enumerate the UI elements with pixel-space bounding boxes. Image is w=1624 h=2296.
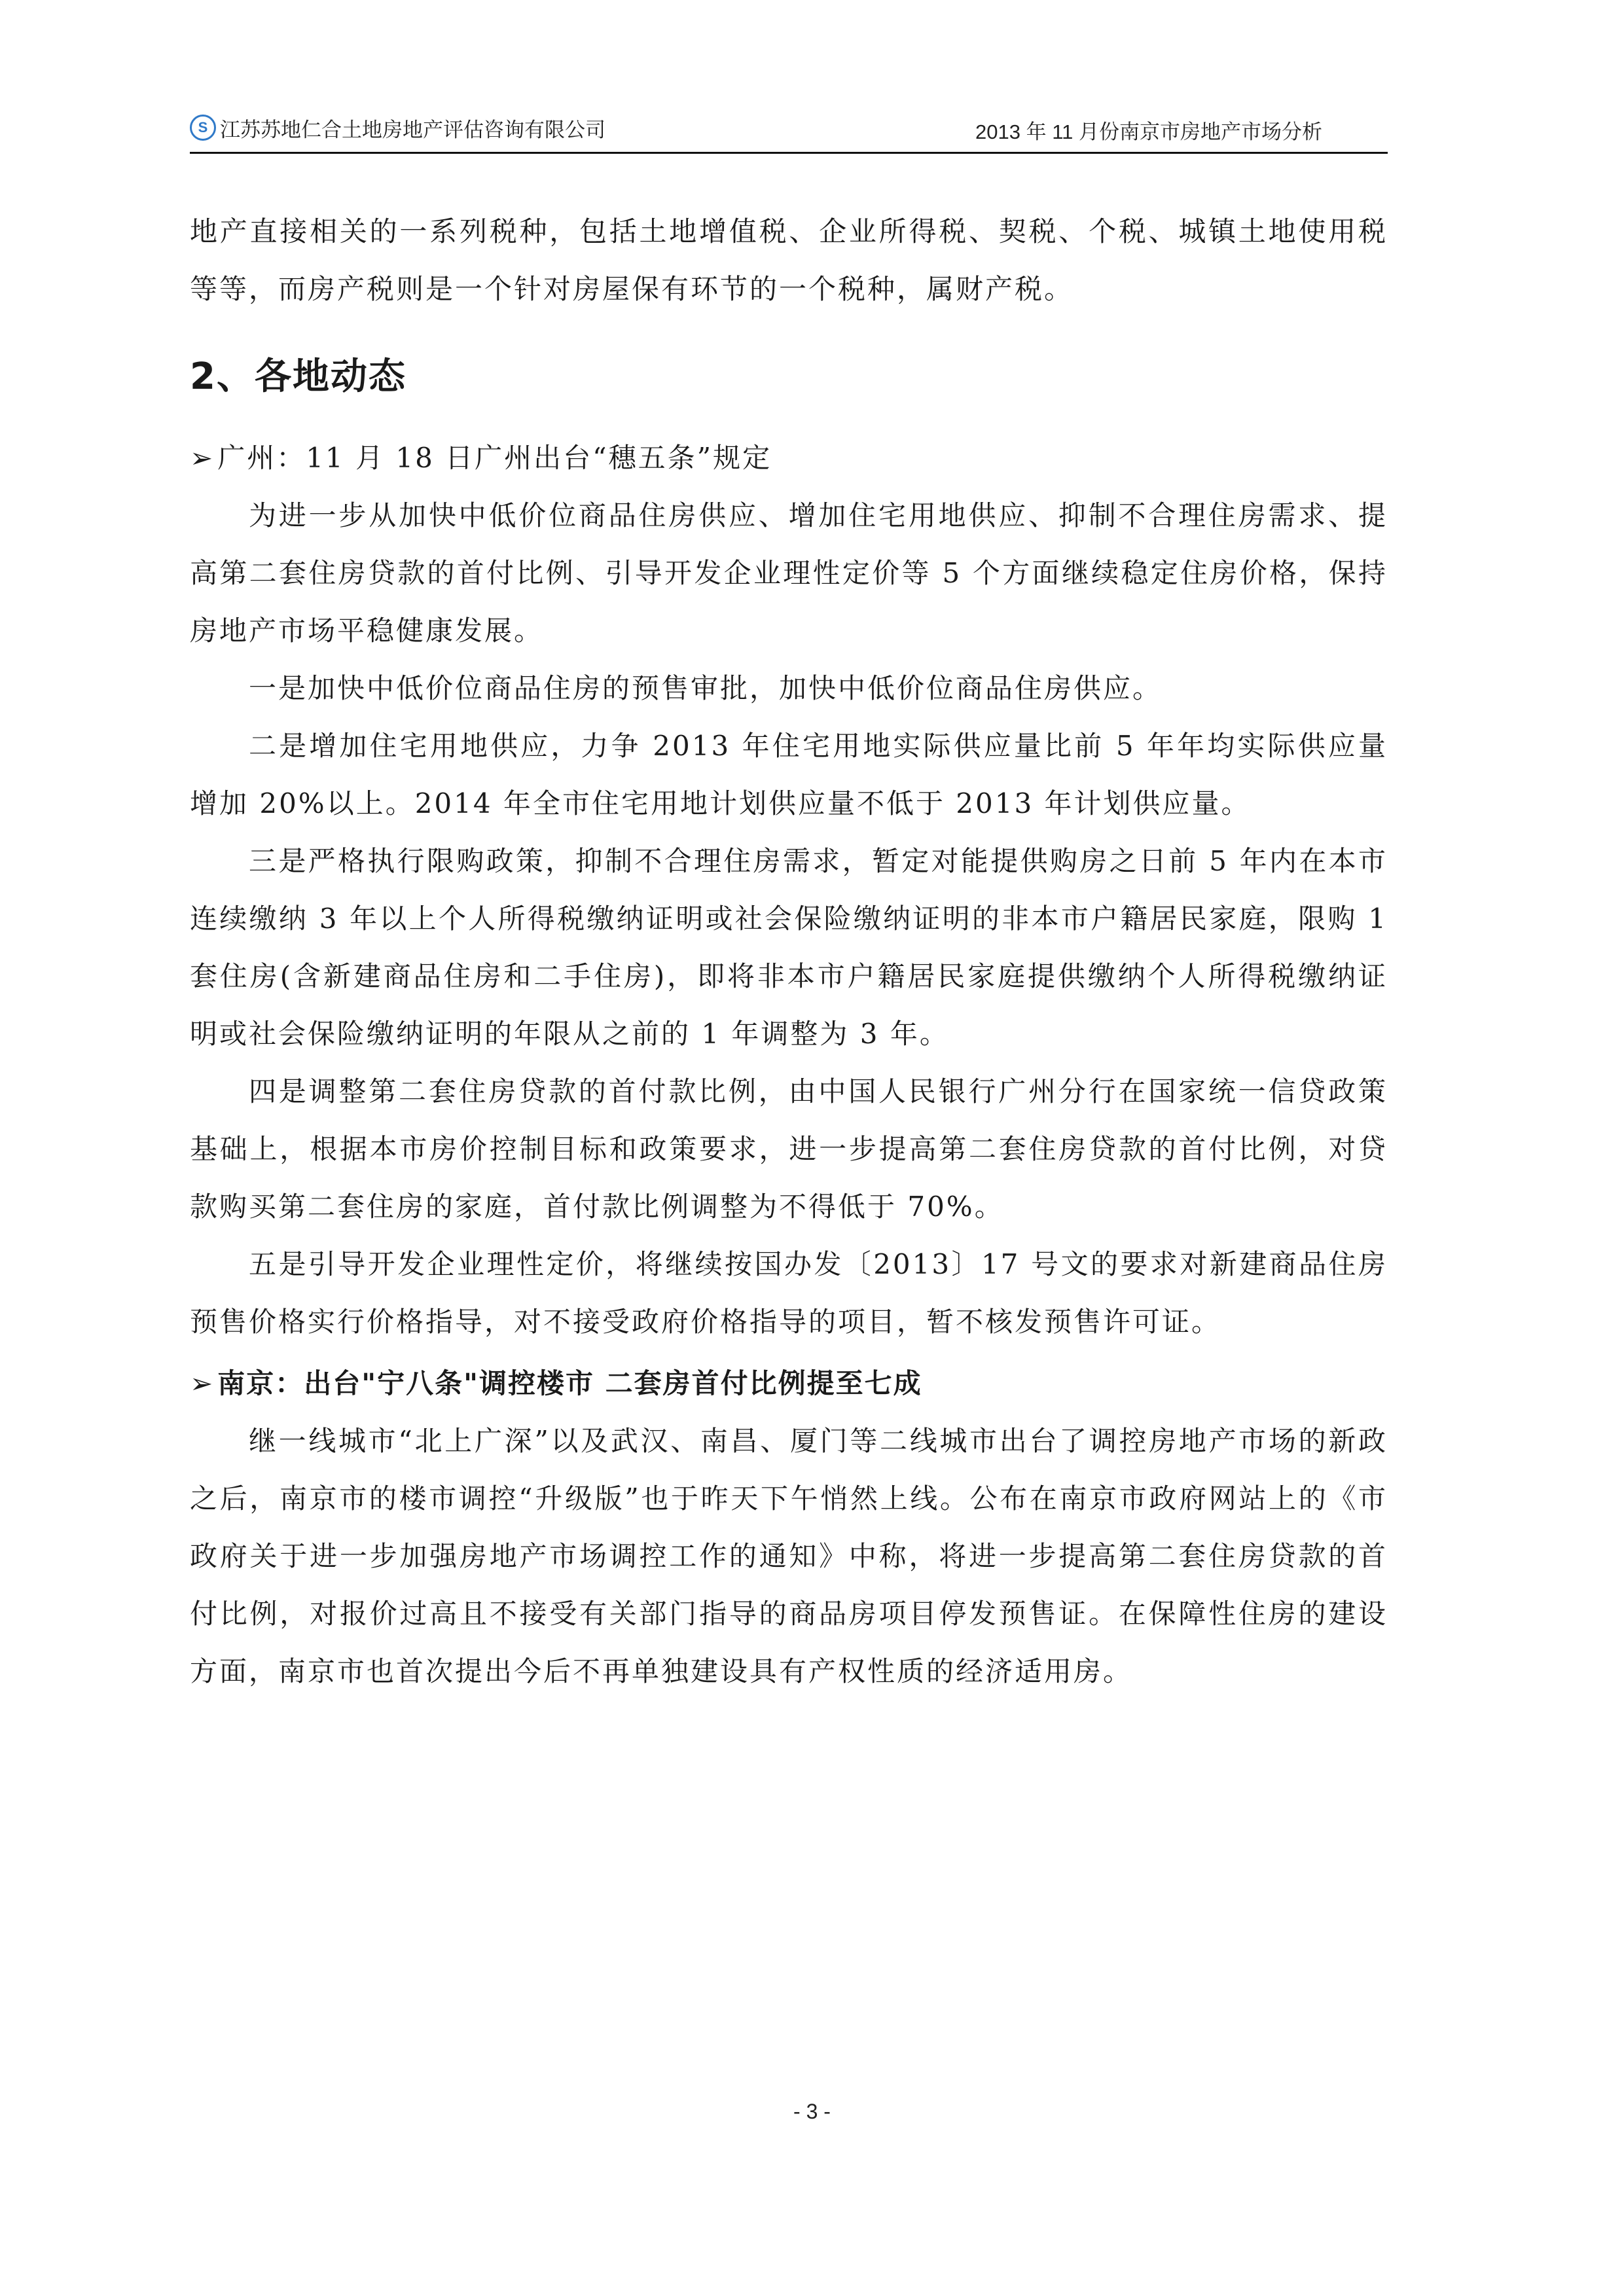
guangzhou-paragraph: 四是调整第二套住房贷款的首付款比例，由中国人民银行广州分行在国家统一信贷政策基础上，根据本市房价控制目标和政策要求，进一步提高第二套住房贷款的首付比例，对贷款购买第二套住房的家庭，首付款比例调整为不得低于 70%。	[190, 1075, 1388, 1223]
page-header	[190, 110, 1388, 154]
bullet-arrow-icon: ➢	[190, 442, 215, 474]
page-content	[190, 203, 1388, 1700]
guangzhou-heading	[190, 429, 1388, 487]
guangzhou-paragraph: 三是严格执行限购政策，抑制不合理住房需求，暂定对能提供购房之日前 5 年内在本市连续缴纳 3 年以上个人所得税缴纳证明或社会保险缴纳证明的非本市户籍居民家庭，限购 1 套住房(含新建商品住房和二手住房)，即将非本市户籍居民家庭提供缴纳个人所得税缴纳证明或社会保险缴纳证明的年限从之前的 1 年调整为 3 年。	[190, 845, 1388, 1050]
bullet-arrow-icon: ➢	[190, 1367, 215, 1399]
nanjing-heading-text: 南京：出台"宁八条"调控楼市 二套房首付比例提至七成	[217, 1367, 922, 1399]
page-number: - 3 -	[793, 2100, 831, 2123]
report-title: 2013 年 11 月份南京市房地产市场分析	[975, 120, 1322, 143]
company-name: 江苏苏地仁合土地房地产评估咨询有限公司	[220, 118, 605, 141]
guangzhou-paragraph: 二是增加住宅用地供应，力争 2013 年住宅用地实际供应量比前 5 年年均实际供应量增加 20%以上。2014 年全市住宅用地计划供应量不低于 2013 年计划供应量。	[190, 730, 1388, 819]
guangzhou-paragraph: 为进一步从加快中低价位商品住房供应、增加住宅用地供应、抑制不合理住房需求、提高第二套住房贷款的首付比例、引导开发企业理性定价等 5 个方面继续稳定住房价格，保持房地产市场平稳健康发展。	[190, 499, 1388, 647]
guangzhou-paragraph: 一是加快中低价位商品住房的预售审批，加快中低价位商品住房供应。	[249, 672, 1163, 704]
guangzhou-heading-text: 广州：11 月 18 日广州出台“穗五条”规定	[217, 442, 772, 474]
section-heading: 2、各地动态	[190, 355, 406, 398]
nanjing-heading	[190, 1355, 1388, 1412]
header-company-block	[190, 110, 605, 145]
company-logo-icon: S	[190, 115, 216, 141]
nanjing-paragraph: 继一线城市“北上广深”以及武汉、南昌、厦门等二线城市出台了调控房地产市场的新政之后，南京市的楼市调控“升级版”也于昨天下午悄然上线。公布在南京市政府网站上的《市政府关于进一步加强房地产市场调控工作的通知》中称，将进一步提高第二套住房贷款的首付比例，对报价过高且不接受有关部门指导的商品房项目停发预售证。在保障性住房的建设方面，南京市也首次提出今后不再单独建设具有产权性质的经济适用房。	[190, 1425, 1388, 1687]
intro-paragraph: 地产直接相关的一系列税种，包括土地增值税、企业所得税、契税、个税、城镇土地使用税等等，而房产税则是一个针对房屋保有环节的一个税种，属财产税。	[190, 215, 1388, 305]
guangzhou-paragraph: 五是引导开发企业理性定价，将继续按国办发〔2013〕17 号文的要求对新建商品住房预售价格实行价格指导，对不接受政府价格指导的项目，暂不核发预售许可证。	[190, 1248, 1388, 1338]
